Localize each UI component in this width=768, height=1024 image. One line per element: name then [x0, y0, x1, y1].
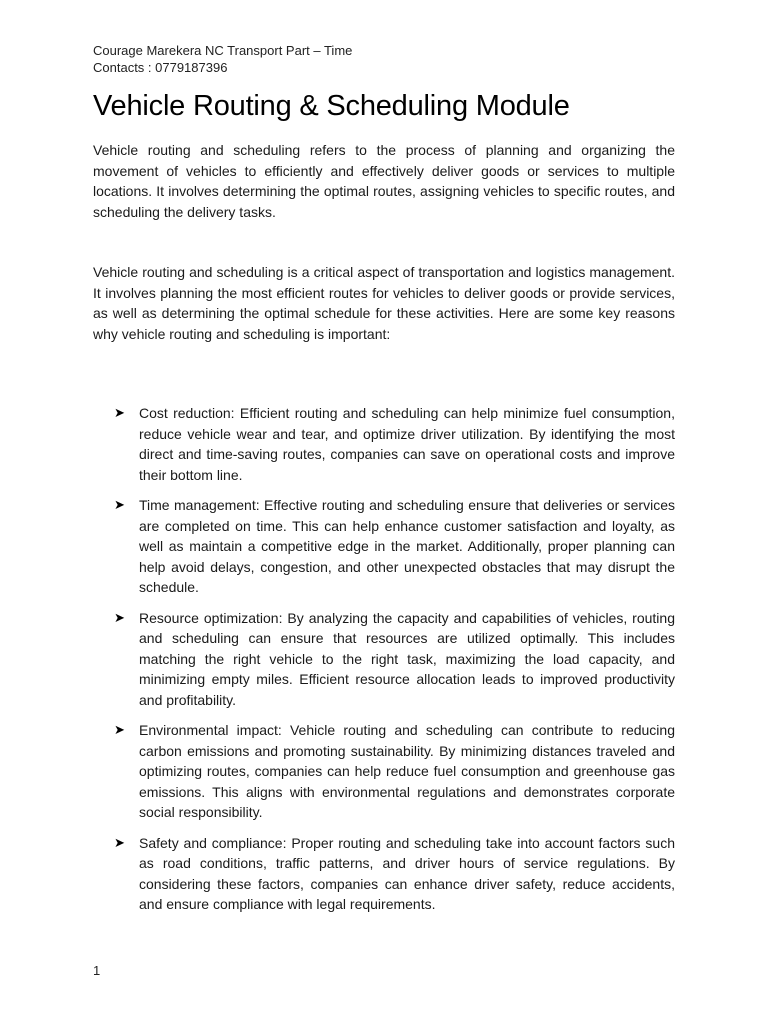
intro-paragraph: Vehicle routing and scheduling refers to the process of planning and organizing the movement of vehicles to efficiently and effectively deliver goods or services to multiple locations. It involves determining the optimal routes, assigning vehicles to specific routes, and scheduling the delivery tasks.: [93, 142, 675, 220]
list-item-text: Safety and compliance: Proper routing and scheduling take into account factors such as road conditions, traffic patterns, and driver hours of service regulations. By considering these factors, companies can enhance driver safety, reduce accidents, and ensure compliance with legal requirements.: [139, 834, 675, 912]
arrow-bullet-icon: ➤: [114, 722, 125, 737]
arrow-bullet-icon: ➤: [114, 834, 125, 850]
importance-paragraph: Vehicle routing and scheduling is a critical aspect of transportation and logistics management. It involves planning the most efficient routes for vehicles to deliver goods or provide services, as well as determining the optimal schedule for these activities. Here are some key reasons why vehicle routing and scheduling is important:: [93, 264, 675, 342]
list-item: [114, 495, 675, 598]
list-item-text: Cost reduction: Efficient routing and scheduling can help minimize fuel consumption, reduce vehicle wear and tear, and optimize driver utilization. By identifying the most direct and time-saving routes, companies can save on operational costs and improve their bottom line.: [139, 405, 675, 483]
page-header: [93, 42, 352, 76]
header-contacts-line: Contacts : 0779187396: [93, 60, 228, 75]
list-item: [114, 833, 675, 915]
list-item: [114, 608, 675, 711]
arrow-bullet-icon: ➤: [114, 497, 125, 512]
page-number: 1: [93, 963, 101, 978]
arrow-bullet-icon: ➤: [114, 405, 125, 420]
list-item: [114, 720, 675, 823]
arrow-bullet-icon: ➤: [114, 609, 125, 625]
list-item-text: Time management: Effective routing and scheduling ensure that deliveries or services are completed on time. This can help enhance customer satisfaction and loyalty, as well as maintain a competitive edge in the market. Additionally, proper planning can help avoid delays, congestion, and other unexpected obstacles that may disrupt the schedule.: [139, 497, 675, 595]
list-item: [114, 403, 675, 485]
list-item-text: Resource optimization: By analyzing the capacity and capabilities of vehicles, routing and scheduling can ensure that resources are utilized optimally. This includes matching the right vehicle to the right task, maximizing the load capacity, and minimizing empty miles. Efficient resource allocation leads to improved productivity and profitability.: [139, 609, 675, 708]
list-item-text: Environmental impact: Vehicle routing and scheduling can contribute to reducing carbon emissions and promoting sustainability. By minimizing distances traveled and optimizing routes, companies can help reduce fuel consumption and greenhouse gas emissions. This aligns with environmental regulations and demonstrates corporate social responsibility.: [139, 722, 675, 820]
header-author-line: Courage Marekera NC Transport Part – Time: [93, 43, 353, 58]
document-title: Vehicle Routing & Scheduling Module: [93, 90, 570, 122]
reasons-list: [114, 403, 675, 925]
